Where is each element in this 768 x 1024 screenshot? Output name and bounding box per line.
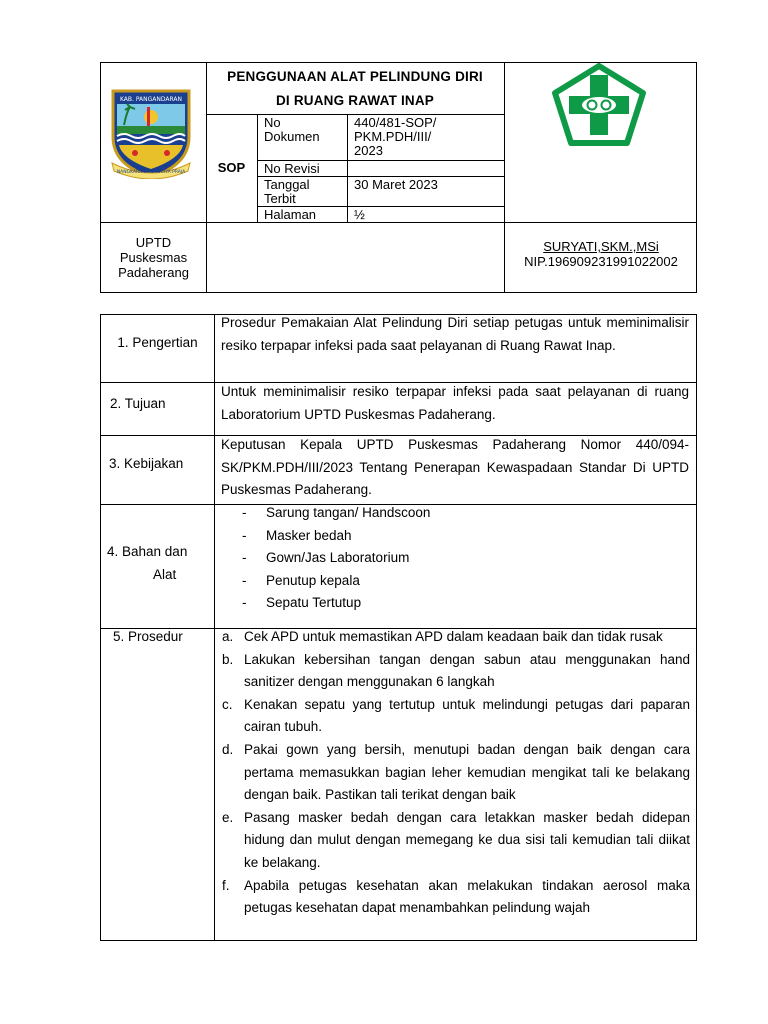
row-divider — [101, 940, 696, 941]
halaman-value: ½ — [354, 207, 365, 222]
item-text: Apabila petugas kesehatan akan melakukan tindakan aerosol maka petugas kesehatan dapat menambahkan pelindung wajah — [244, 877, 690, 916]
sop-label: SOP — [217, 160, 246, 175]
list-item — [216, 694, 690, 739]
tujuan-text: Untuk meminimalisir resiko terpapar infeksi pada saat pelayanan di ruang Laboratorium UPTD Puskesmas Padaherang. — [221, 384, 689, 422]
puskesmas-logo — [549, 63, 649, 152]
list-item-text: Masker bedah — [266, 527, 352, 543]
item-text: Pakai gown yang bersih, menutupi badan dengan baik dengan cara pertama memasukkan bagian leher kemudian mengikat tali ke belakang dengan baik. Pastikan tali terikat dengan baik — [244, 741, 690, 803]
bahan-alat-label — [107, 540, 217, 586]
prosedur-list — [216, 626, 690, 920]
item-text: Kenakan sepatu yang tertutup untuk melindungi petugas dari paparan cairan tubuh. — [244, 696, 690, 735]
signer-nip: NIP.196909231991022002 — [524, 254, 678, 269]
item-marker: b. — [222, 651, 234, 667]
list-item — [216, 875, 690, 920]
org-line-1: UPTD — [135, 235, 172, 250]
item-marker: d. — [222, 741, 234, 757]
no-dokumen-label: No Dokumen — [264, 115, 320, 144]
sop-content-table — [100, 314, 697, 941]
document-title-line1: PENGGUNAAN ALAT PELINDUNG DIRI — [227, 69, 483, 84]
pengertian-label: 1. Pengertian — [117, 335, 198, 350]
list-item: - Penutup kepala — [242, 572, 360, 588]
list-item: - Sarung tangan/ Handscoon — [242, 505, 431, 520]
org-line-3: Padaherang — [118, 265, 189, 280]
organization-name — [101, 235, 206, 280]
tujuan-label: 2. Tujuan — [110, 396, 166, 411]
list-item — [216, 649, 690, 694]
item-marker: c. — [222, 696, 233, 712]
list-item-text: Penutup kepala — [266, 572, 360, 588]
tanggal-terbit-label: Tanggal Terbit — [264, 177, 310, 206]
svg-text:KAB. PANGANDARAN: KAB. PANGANDARAN — [119, 96, 183, 103]
bahan-alat-label-line1: 4. Bahan dan — [107, 544, 188, 559]
org-line-2: Puskesmas — [119, 250, 188, 265]
list-item — [216, 807, 690, 875]
svg-text:NANGKARAKA MAKARYA PRAJA: NANGKARAKA MAKARYA PRAJA — [116, 170, 186, 175]
document-title-line2: DI RUANG RAWAT INAP — [275, 93, 435, 108]
item-text: Lakukan kebersihan tangan dengan sabun atau menggunakan hand sanitizer dengan menggunakan 6 langkah — [244, 651, 690, 690]
tanggal-terbit-value: 30 Maret 2023 — [354, 177, 438, 192]
item-text: Pasang masker bedah dengan cara letakkan masker bedah didepan hidung dan mulut dengan memegang ke dua sisi tali kemudian tali diikat ke belakang. — [244, 809, 690, 870]
halaman-label: Halaman — [264, 207, 317, 222]
list-item-text: Gown/Jas Laboratorium — [266, 550, 410, 566]
list-item: - Gown/Jas Laboratorium — [242, 550, 410, 566]
kebijakan-text: Keputusan Kepala UPTD Puskesmas Padaherang Nomor 440/094-SK/PKM.PDH/III/2023 Tentang Penerapan Kewaspadaan Standar Di UPTD Puskesmas Padaherang. — [221, 437, 689, 498]
item-marker: e. — [222, 809, 234, 825]
regency-emblem-logo — [110, 87, 192, 184]
no-revisi-label: No Revisi — [264, 161, 320, 176]
item-marker: a. — [222, 629, 234, 644]
list-item-text: Sepatu Tertutup — [266, 595, 362, 611]
bahan-alat-list — [221, 502, 430, 615]
bahan-alat-label-line2: Alat — [153, 567, 177, 582]
header-table — [100, 62, 697, 293]
item-marker: f. — [222, 877, 230, 893]
pengertian-text: Prosedur Pemakaian Alat Pelindung Diri setiap petugas untuk meminimalisir resiko terpapar infeksi pada saat pelayanan di Ruang Rawat Inap. — [221, 315, 689, 353]
signer-name: SURYATI,SKM.,MSi — [543, 239, 659, 254]
prosedur-label: 5. Prosedur — [113, 629, 183, 644]
list-item-text: Sarung tangan/ Handscoon — [266, 505, 431, 520]
kebijakan-label: 3. Kebijakan — [109, 456, 184, 471]
list-item: - Sepatu Tertutup — [242, 595, 362, 611]
list-item: - Masker bedah — [242, 527, 352, 543]
list-item — [216, 626, 690, 649]
header-divider — [101, 222, 696, 223]
signer-block — [505, 239, 697, 269]
item-text: Cek APD untuk memastikan APD dalam keadaan baik dan tidak rusak — [244, 629, 663, 644]
list-item — [216, 739, 690, 807]
no-dokumen-value: 440/481-SOP/ PKM.PDH/III/ 2023 — [354, 115, 437, 158]
